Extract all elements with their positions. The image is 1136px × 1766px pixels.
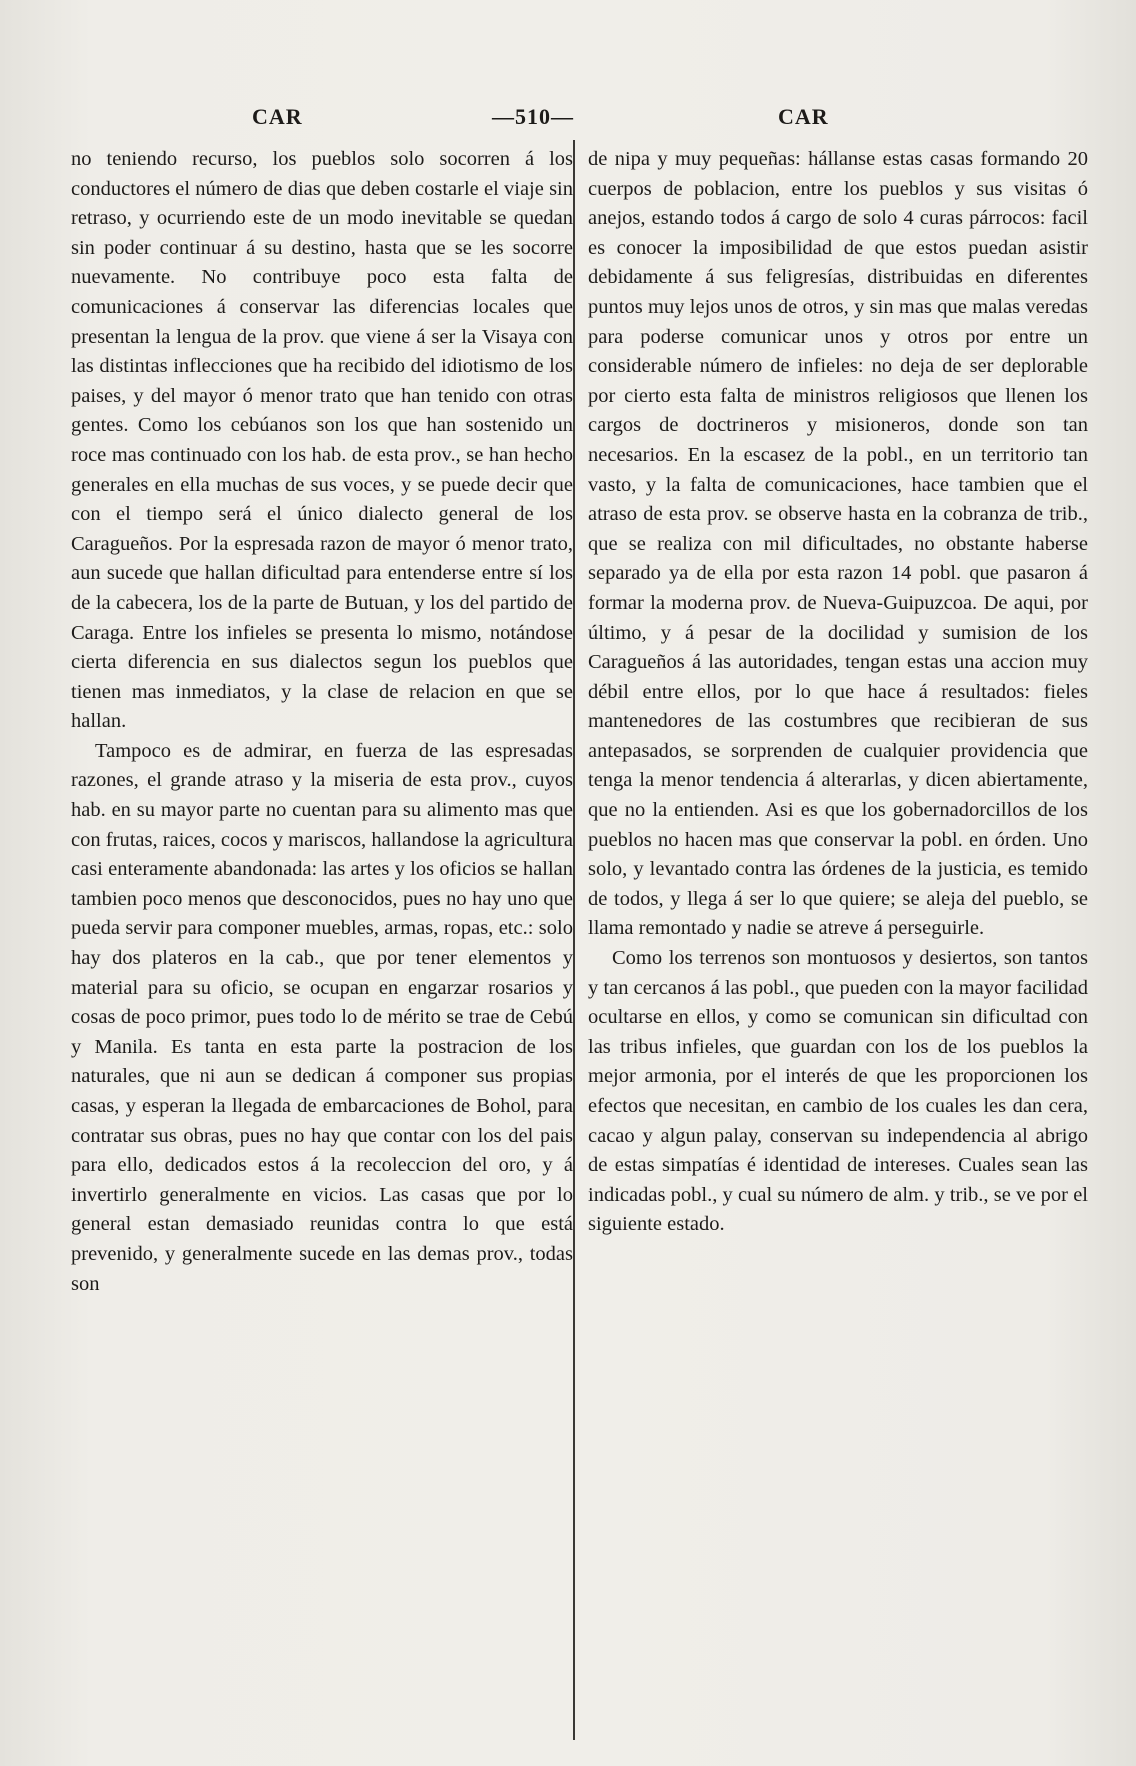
left-column [71, 145, 573, 1299]
left-paragraph-2: Tampoco es de admirar, en fuerza de las espresadas razones, el grande atraso y la miseria de esta prov., cuyos hab. en su mayor parte no cuentan para su alimento mas que con frutas, raices, cocos y mariscos, hallandose la agricultura casi enteramente abandonada: las artes y los oficios se hallan tambien poco menos que desconocidos, pues no hay uno que pueda servir para componer muebles, armas, ropas, etc.: solo hay dos plateros en la cab., que por tener elementos y material para su oficio, se ocupan en engarzar rosarios y cosas de poco primor, pues todo lo de mérito se trae de Cebú y Manila. Es tanta en esta parte la postracion de los naturales, que ni aun se dedican á componer sus propias casas, y esperan la llegada de embarcaciones de Bohol, para contratar sus obras, pues no hay que contar con los del pais para ello, dedicados estos á la recoleccion del oro, y á invertirlo generalmente en vicios. Las casas que por lo general estan demasiado reunidas contra lo que está prevenido, y generalmente sucede en las demas prov., todas son [71, 739, 573, 1295]
running-header [0, 104, 1136, 134]
right-paragraph-2: Como los terrenos son montuosos y desiertos, son tantos y tan cercanos á las pobl., que pueden con la mayor facilidad ocultarse en ellos, y como se comunican sin dificultad con las tribus infieles, que guardan con los de los pueblos la mejor armonia, por el interés de que les proporcionen los efectos que necesitan, en cambio de los cuales les dan cera, cacao y algun palay, conservan su independencia al abrigo de estas simpatías é identidad de intereses. Cuales sean las indicadas pobl., y cual su número de alm. y trib., se ve por el siguiente estado. [588, 947, 1088, 1236]
right-paragraph-1: de nipa y muy pequeñas: hállanse estas casas formando 20 cuerpos de poblacion, entre los pueblos y sus visitas ó anejos, estando todos á cargo de solo 4 curas párrocos: facil es conocer la imposibilidad de que estos puedan asistir debidamente á sus feligresías, distribuidas en diferentes puntos muy lejos unos de otros, y sin mas que malas veredas para poderse comunicar unos y otros por entre un considerable número de infieles: no deja de ser deplorable por cierto esta falta de ministros religiosos que llenen los cargos de doctrineros y misioneros, donde son tan necesarios. En la escasez de la pobl., en un territorio tan vasto, y la falta de comunicaciones, hace tambien que el atraso de esta prov. se observe hasta en la cobranza de trib., que se realiza con mil dificultades, no obstante haberse separado ya de ella por esta razon 14 pobl. que pasaron á formar la moderna prov. de Nueva-Guipuzcoa. De aqui, por último, y á pesar de la docilidad y sumision de los Caragueños á las autoridades, tengan estas una accion muy débil entre ellos, por lo que hace á resultados: fieles mantenedores de las costumbres que recibieran de sus antepasados, se sorprenden de cualquier providencia que tenga la menor tendencia á alterarlas, y dicen abiertamente, que no la entienden. Asi es que los gobernadorcillos de los pueblos no hacen mas que conservar la pobl. en órden. Uno solo, y levantado contra las órdenes de la justicia, es temido de todos, y llega á ser lo que quiere; se aleja del pueblo, se llama remontado y nadie se atreve á perseguirle. [588, 148, 1088, 940]
column-divider [573, 140, 575, 1740]
page-number: —510— [492, 104, 574, 129]
header-right-keyword: CAR [778, 104, 829, 129]
left-paragraph-1: no teniendo recurso, los pueblos solo socorren á los conductores el número de dias que deben costarle el viaje sin retraso, y ocurriendo este de un modo inevitable se quedan sin poder continuar á su destino, hasta que se les socorre nuevamente. No contribuye poco esta falta de comunicaciones á conservar las diferencias locales que presentan la lengua de la prov. que viene á ser la Visaya con las distintas inflecciones que ha recibido del idiotismo de los paises, y del mayor ó menor trato que han tenido con otras gentes. Como los cebúanos son los que han sostenido un roce mas continuado con los hab. de esta prov., se han hecho generales en ella muchas de sus voces, y se puede decir que con el tiempo será el único dialecto general de los Caragueños. Por la espresada razon de mayor ó menor trato, aun sucede que hallan dificultad para entenderse entre sí los de la cabecera, los de la parte de Butuan, y los del partido de Caraga. Entre los infieles se presenta lo mismo, notándose cierta diferencia en sus dialectos segun los pueblos que tienen mas inmediatos, y la clase de relacion en que se hallan. [71, 148, 573, 733]
right-column [588, 145, 1088, 1240]
header-left-keyword: CAR [252, 104, 303, 129]
